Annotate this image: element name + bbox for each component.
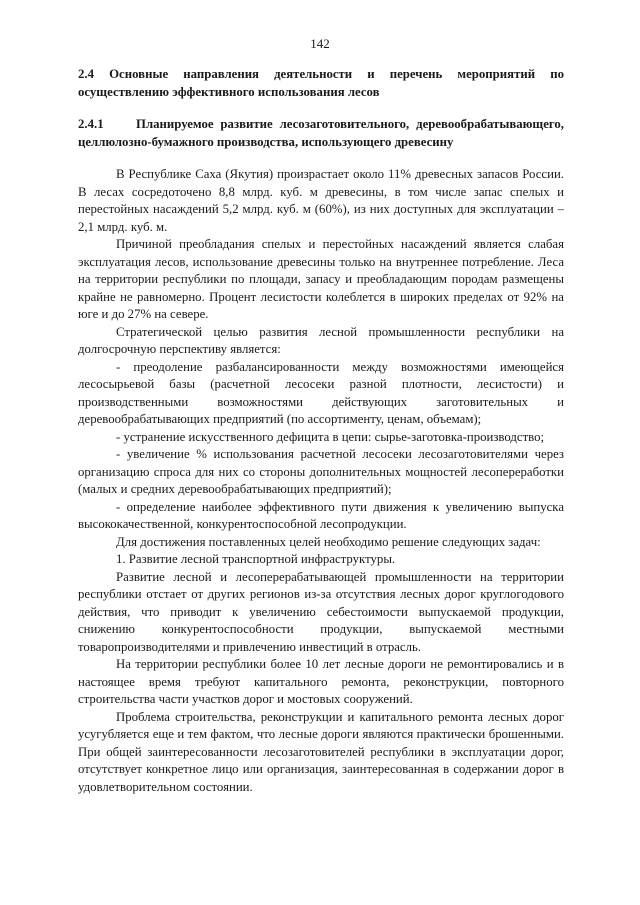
section-heading-2-4-1 xyxy=(78,116,564,151)
section-number: 2.4.1 xyxy=(78,117,104,131)
section-heading-2-4: 2.4 Основные направления деятельности и перечень мероприятий по осуществлению эффективного использования лесов xyxy=(78,67,564,99)
page-content xyxy=(78,66,564,796)
paragraph: Развитие лесной и лесоперерабатывающей промышленности на территории республики отстает от других регионов из-за отсутствия лесных дорог круглогодового действия, что приводит к увеличению себестоимости выпускаемой продукции, снижению конкурентоспособности продукции, выпускаемой местными товаропроизводителями и привлечению инвестиций в отрасль. xyxy=(78,569,564,654)
paragraph: На территории республики более 10 лет лесные дороги не ремонтировались и в настоящее время требуют капитального ремонта, реконструкции, повторного строительства части участков дорог и мостовых сооружений. xyxy=(78,657,564,706)
list-item: - преодоление разбалансированности между возможностями имеющейся лесосырьевой базы (расчетной лесосеки разной плотности, лесистости) и производственными возможностями действующих заготовительных и деревообрабатывающих предприятий (по ассортименту, ценам, объемам); xyxy=(78,359,564,426)
paragraph: Проблема строительства, реконструкции и капитального ремонта лесных дорог усугубляется еще и тем фактом, что лесные дороги являются практически брошенными. При общей заинтересованности лесозаготовителей республики в эксплуатации дорог, отсутствует конкретное лицо или организация, заинтересованная в содержании дорог в удовлетворительном состоянии. xyxy=(78,709,564,794)
section-title: Планируемое развитие лесозаготовительного, деревообрабатывающего, целлюлозно-бумажного производства, использующего древесину xyxy=(78,117,564,149)
numbered-task: 1. Развитие лесной транспортной инфраструктуры. xyxy=(116,552,396,566)
list-item: - увеличение % использования расчетной лесосеки лесозаготовителями через организацию спроса для них со стороны дополнительных мощностей лесопереработки (малых и средних деревообрабатывающих предприятий); xyxy=(78,447,564,496)
paragraph: Стратегической целью развития лесной промышленности республики на долгосрочную перспективу является: xyxy=(78,324,564,356)
list-item: - устранение искусственного дефицита в цепи: сырье-заготовка-производство; xyxy=(116,429,545,444)
list-item: - определение наиболее эффективного пути движения к увеличению выпуска высококачественной, конкурентоспособной лесопродукции. xyxy=(78,499,564,531)
paragraph: В Республике Саха (Якутия) произрастает около 11% древесных запасов России. В лесах сосредоточено 8,8 млрд. куб. м древесины, в том числе запас спелых и перестойных насаждений 5,2 млрд. куб. м (60%), из них доступных для эксплуатации – 2,1 млрд. куб. м. xyxy=(78,167,564,234)
paragraph: Для достижения поставленных целей необходимо решение следующих задач: xyxy=(116,534,541,549)
page-number: 142 xyxy=(310,36,330,51)
paragraph: Причиной преобладания спелых и перестойных насаждений является слабая эксплуатация лесов, использование древесины только на внутреннее потребление. Леса на территории республики по площади, запасу и преобладающим породам размещены крайне не равномерно. Процент лесистости колеблется в широких пределах от 92% на юге и до 27% на севере. xyxy=(78,237,564,321)
